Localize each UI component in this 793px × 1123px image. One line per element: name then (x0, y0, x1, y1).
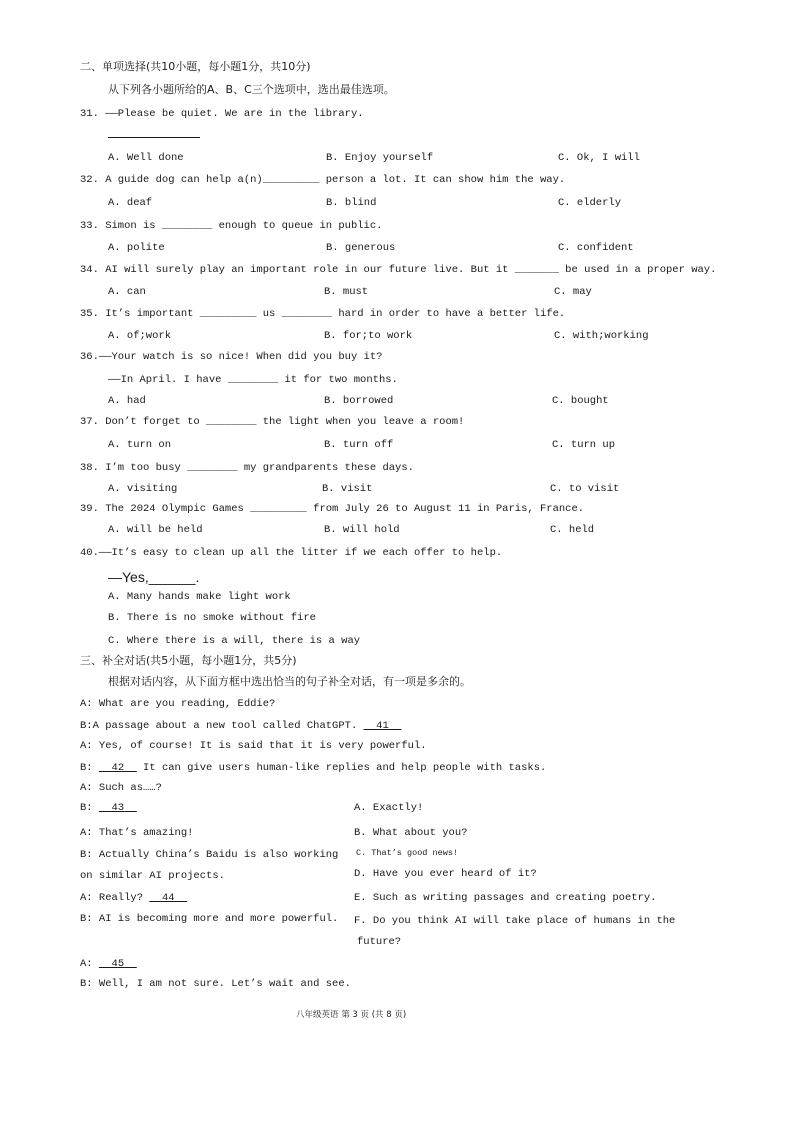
section2-instruction: 从下列各小题所给的A、B、C三个选项中，选出最佳选项。 (108, 83, 395, 96)
q37-option-a: A. turn on (108, 439, 172, 451)
section2-heading: 二、单项选择(共10小题，每小题1分，共10分) (80, 60, 311, 73)
dialogue-line-10 (80, 892, 187, 905)
blank-42-label: 42 (111, 762, 125, 774)
q36-option-a: A. had (108, 395, 146, 407)
q31-option-b: B. Enjoy yourself (326, 152, 434, 164)
blank-42[interactable] (99, 762, 137, 774)
q34-option-a: A. can (108, 286, 146, 298)
dialogue-line-5: A: Such as……? (80, 782, 162, 794)
question-36-stem: 36.——Your watch is so nice! When did you buy it? (80, 351, 383, 363)
section3-heading: 三、补全对话(共5小题，每小题1分，共5分) (80, 654, 297, 667)
q37-option-c: C. turn up (552, 439, 616, 451)
dialogue-line-7: A: That’s amazing! (80, 827, 194, 839)
dialogue-line-6 (80, 802, 137, 815)
question-35-stem: 35. It’s important _________ us ________ hard in order to have a better life. (80, 308, 566, 320)
dialogue-line-12-speaker: A: (80, 958, 93, 970)
choice-f: F. Do you think AI will take place of humans in the (354, 915, 676, 927)
blank-43[interactable] (99, 802, 137, 814)
question-37-stem: 37. Don’t forget to ________ the light when you leave a room! (80, 416, 465, 428)
q39-option-b: B. will hold (324, 524, 400, 536)
section3-instruction: 根据对话内容，从下面方框中选出恰当的句子补全对话，有一项是多余的。 (108, 675, 471, 688)
choice-c: C. That’s good news! (356, 848, 459, 858)
dialogue-line-4-text: It can give users human-like replies and help people with tasks. (143, 762, 547, 774)
dialogue-line-3: A: Yes, of course! It is said that it is very powerful. (80, 740, 427, 752)
dialogue-line-13: B: Well, I am not sure. Let’s wait and see. (80, 978, 351, 990)
q34-option-b: B. must (324, 286, 369, 298)
blank-44-label: 44 (161, 892, 175, 904)
question-40-stem: 40.——It’s easy to clean up all the litter if we each offer to help. (80, 547, 503, 559)
dialogue-line-6-speaker: B: (80, 802, 93, 814)
dialogue-line-2 (80, 720, 401, 733)
blank-41[interactable] (364, 720, 402, 732)
q39-option-c: C. held (550, 524, 595, 536)
choice-d: D. Have you ever heard of it? (354, 868, 537, 880)
q31-option-c: C. Ok, I will (558, 152, 640, 164)
question-34-stem: 34. AI will surely play an important role in our future live. But it _______ be used in a proper way. (80, 264, 717, 276)
q36-option-c: C. bought (552, 395, 609, 407)
q33-option-c: C. confident (558, 242, 634, 254)
q39-option-a: A. will be held (108, 524, 203, 536)
q31-option-a: A. Well done (108, 152, 184, 164)
choice-a: A. Exactly! (354, 802, 424, 814)
question-32-stem: 32. A guide dog can help a(n)_________ person a lot. It can show him the way. (80, 174, 566, 186)
q40-option-a: A. Many hands make light work (108, 591, 291, 603)
blank-45[interactable] (99, 958, 137, 970)
question-40-reply: —Yes,______. (108, 569, 200, 585)
q37-option-b: B. turn off (324, 439, 394, 451)
q36-option-b: B. borrowed (324, 395, 394, 407)
question-36-reply: ——In April. I have ________ it for two months. (108, 374, 398, 386)
q32-option-b: B. blind (326, 197, 377, 209)
dialogue-line-8: B: Actually China’s Baidu is also working (80, 849, 339, 861)
question-33-stem: 33. Simon is ________ enough to queue in public. (80, 220, 383, 232)
question-38-stem: 38. I’m too busy ________ my grandparents these days. (80, 462, 414, 474)
dialogue-line-1: A: What are you reading, Eddie? (80, 698, 276, 710)
q33-option-a: A. polite (108, 242, 165, 254)
answer-line-31 (108, 137, 200, 138)
blank-43-label: 43 (111, 802, 125, 814)
dialogue-line-12 (80, 958, 137, 971)
q40-option-c: C. Where there is a will, there is a way (108, 635, 361, 647)
choice-b: B. What about you? (354, 827, 468, 839)
question-39-stem: 39. The 2024 Olympic Games _________ from July 26 to August 11 in Paris, France. (80, 503, 585, 515)
q38-option-c: C. to visit (550, 483, 620, 495)
dialogue-line-4: B: 42 It can give users human-like replies and help people with tasks. (80, 762, 547, 774)
q35-option-a: A. of;work (108, 330, 172, 342)
blank-45-label: 45 (111, 958, 125, 970)
choice-f-continued: future? (357, 936, 402, 948)
dialogue-line-2-text: B:A passage about a new tool called ChatGPT. (80, 720, 358, 732)
page-footer: 八年级英语 第 3 页 (共 8 页) (296, 1010, 407, 1020)
q34-option-c: C. may (554, 286, 592, 298)
q38-option-b: B. visit (322, 483, 373, 495)
blank-44[interactable] (149, 892, 187, 904)
blank-41-label: 41 (376, 720, 389, 732)
q40-option-b: B. There is no smoke without fire (108, 612, 316, 624)
q38-option-a: A. visiting (108, 483, 178, 495)
dialogue-line-9: on similar AI projects. (80, 870, 225, 882)
q33-option-b: B. generous (326, 242, 396, 254)
dialogue-line-11: B: AI is becoming more and more powerful. (80, 913, 339, 925)
choice-e: E. Such as writing passages and creating poetry. (354, 892, 657, 904)
q32-option-a: A. deaf (108, 197, 153, 209)
q35-option-c: C. with;working (554, 330, 649, 342)
dialogue-line-10-text: A: Really? (80, 892, 144, 904)
q35-option-b: B. for;to work (324, 330, 413, 342)
question-31-stem: 31. ——Please be quiet. We are in the library. (80, 108, 364, 120)
q32-option-c: C. elderly (558, 197, 622, 209)
